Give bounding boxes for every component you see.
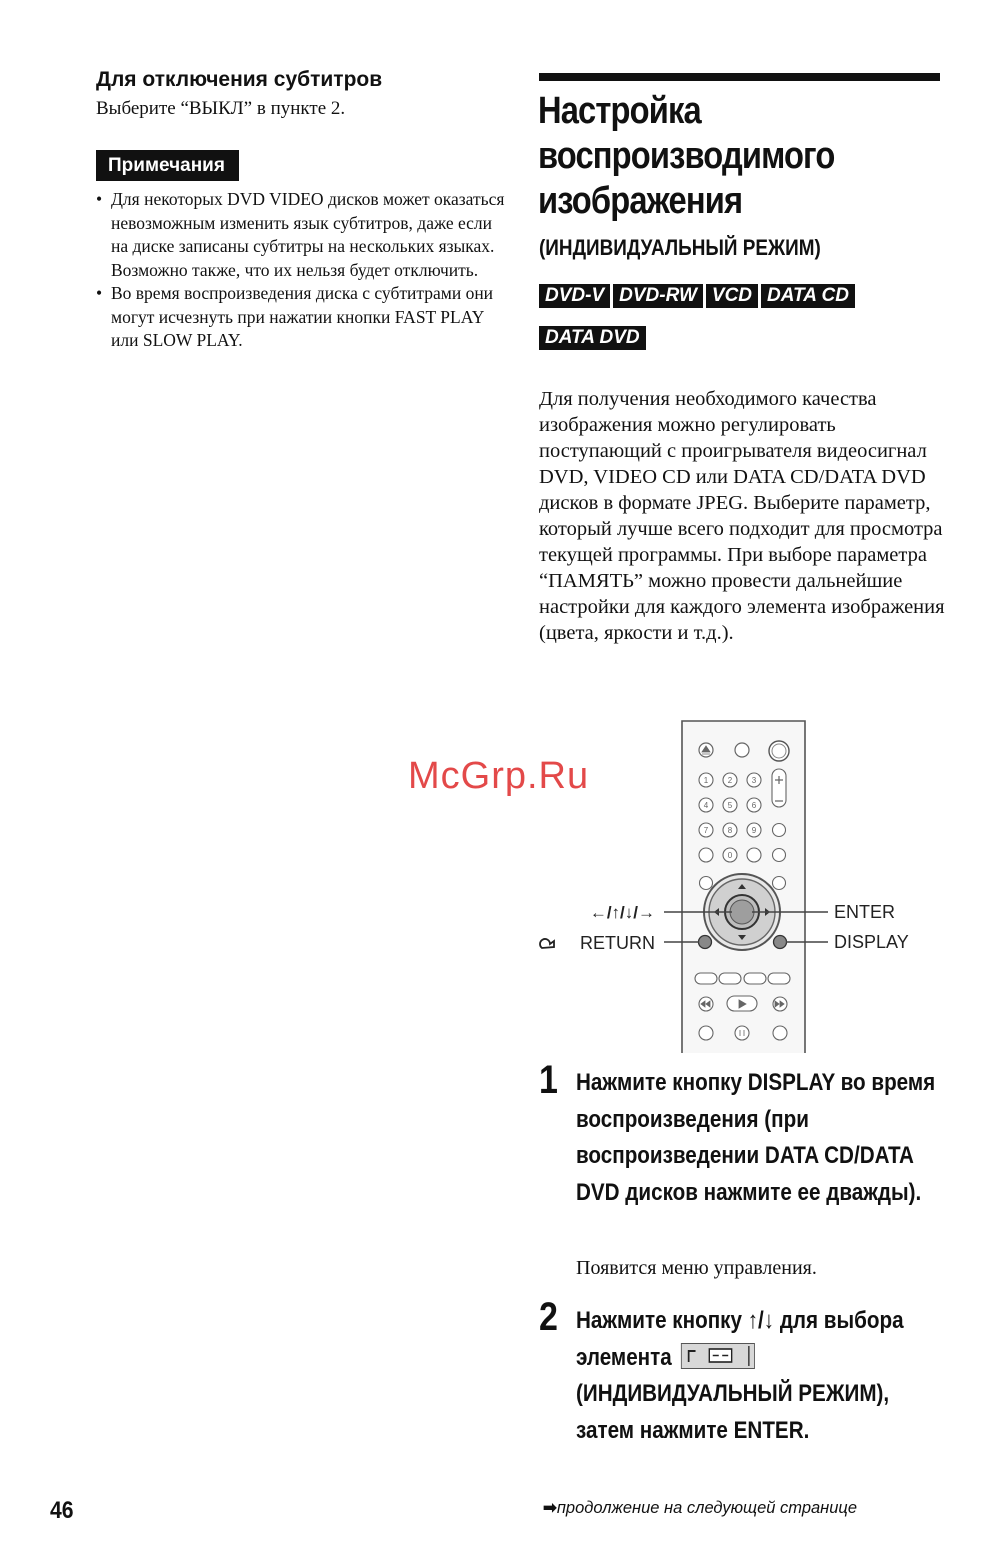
key-9: 9 [751, 826, 757, 835]
return-icon [540, 939, 554, 948]
continued-text: продолжение на следующей странице [556, 1499, 858, 1517]
continued-note [543, 1498, 857, 1518]
arrow-right-icon: ➡ [543, 1499, 557, 1517]
watermark: McGrp.Ru [408, 755, 590, 797]
return-label: RETURN [580, 933, 655, 953]
section-rule [539, 73, 940, 81]
badge-dvd-v: DVD-V [539, 284, 610, 308]
remote-button [773, 877, 786, 890]
step-1-text: Нажмите кнопку DISPLAY во время воспроизведения (при воспроизведении DATA CD/DATA DVD дисков нажмите ее дважды). [576, 1069, 936, 1206]
note-item: • Во время воспроизведения диска с субтитрами они могут исчезнуть при нажатии кнопки FAST PLAY или SLOW PLAY. [96, 282, 506, 353]
key-2: 2 [727, 776, 733, 785]
custom-picture-mode-menu-icon [681, 1343, 755, 1369]
badge-data-dvd: DATA DVD [539, 326, 646, 350]
notes-list [96, 188, 506, 353]
page-title: Настройка воспроизводимого изображения [538, 90, 835, 222]
disc-type-badges [539, 284, 959, 368]
step-1-note: Появится меню управления. [576, 1257, 817, 1279]
key-0: 0 [727, 851, 733, 860]
arrows-label: ←/↑/↓/→ [589, 903, 655, 922]
return-button [699, 936, 712, 949]
note-item: • Для некоторых DVD VIDEO дисков может оказаться невозможным изменить язык субтитров, даже если на диске записаны субтитры на нескольких языках. Возможно также, что их нельзя будет отключить. [96, 188, 506, 282]
key-7: 7 [703, 826, 709, 835]
remote-button [773, 849, 786, 862]
badge-dvd-rw: DVD-RW [613, 284, 703, 308]
key-6: 6 [751, 801, 757, 810]
subtitles-off-heading: Для отключения субтитров [96, 68, 383, 91]
notes-label: Примечания [96, 150, 239, 181]
enter-label: ENTER [834, 902, 896, 922]
page-number: 46 [50, 1497, 74, 1524]
step-2-text [576, 1303, 937, 1449]
page-subtitle: (ИНДИВИДУАЛЬНЫЙ РЕЖИМ) [539, 235, 821, 260]
step-2-text-a: Нажмите кнопку ↑/↓ для выбора элемента [576, 1307, 904, 1371]
key-4: 4 [703, 801, 709, 810]
remote-button [700, 877, 713, 890]
subtitles-off-text: Выберите “ВЫКЛ” в пункте 2. [96, 98, 346, 119]
remote-button [773, 824, 786, 837]
enter-button-inner [730, 900, 754, 924]
intro-paragraph: Для получения необходимого качества изображения можно регулировать поступающий с проигрывателя видеосигнал DVD, VIDEO CD или DATA CD/DATA DVD дисков в формате JPEG. Выберите параметр, который лучше всего подходит для просмотра текущей программы. При выборе параметра “ПАМЯТЬ” можно провести дальнейшие настройки для каждого элемента изображения (цвета, яркости и т.д.). [539, 388, 945, 644]
step-2-text-b: (ИНДИВИДУАЛЬНЫЙ РЕЖИМ), затем нажмите ENTER. [576, 1380, 890, 1444]
step-2-number: 2 [539, 1295, 558, 1339]
display-button [774, 936, 787, 949]
key-5: 5 [727, 801, 733, 810]
step-1-number: 1 [539, 1058, 558, 1102]
badge-vcd: VCD [706, 284, 758, 308]
remote-button [735, 743, 749, 757]
display-label: DISPLAY [834, 932, 909, 952]
key-1: 1 [703, 776, 709, 785]
key-8: 8 [727, 826, 733, 835]
key-3: 3 [751, 776, 757, 785]
power-button-inner [772, 744, 786, 758]
badge-data-cd: DATA CD [761, 284, 855, 308]
